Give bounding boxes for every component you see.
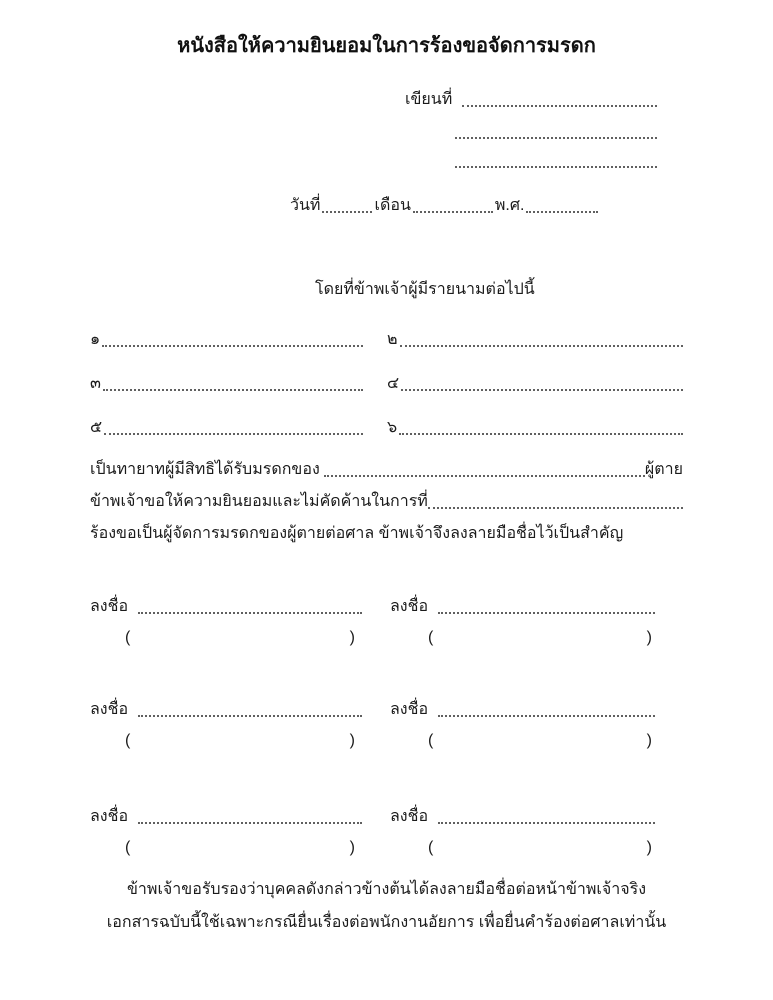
signature-field-6[interactable] bbox=[438, 807, 655, 824]
heir-entry-6 bbox=[387, 418, 683, 438]
printed-name-2 bbox=[428, 628, 652, 648]
sign-label: ลงชื่อ bbox=[390, 701, 429, 718]
heir-numeral-4: ๔ bbox=[387, 375, 400, 392]
paren-open: ( bbox=[428, 839, 434, 856]
sign-label: ลงชื่อ bbox=[90, 598, 129, 615]
heir-of-prefix: เป็นทายาทผู้มีสิทธิได้รับมรดกของ bbox=[90, 461, 320, 478]
request-line: ร้องขอเป็นผู้จัดการมรดกของผู้ตายต่อศาล ข้าพเจ้าจึงลงลายมือชื่อไว้เป็นสำคัญ bbox=[90, 525, 624, 542]
heir-name-field-2[interactable] bbox=[400, 330, 683, 347]
paren-close: ) bbox=[646, 732, 652, 749]
heir-numeral-6: ๖ bbox=[387, 419, 398, 436]
heir-entry-4 bbox=[387, 374, 683, 394]
signature-field-2[interactable] bbox=[438, 597, 655, 614]
deceased-suffix: ผู้ตาย bbox=[644, 461, 683, 478]
written-at-field-line-2[interactable] bbox=[455, 122, 657, 139]
heir-entry-3 bbox=[90, 374, 363, 394]
heir-name-field-1[interactable] bbox=[102, 330, 363, 347]
paren-close: ) bbox=[349, 839, 355, 856]
paren-open: ( bbox=[125, 732, 131, 749]
paren-open: ( bbox=[428, 629, 434, 646]
paren-open: ( bbox=[125, 839, 131, 856]
heir-numeral-5: ๕ bbox=[90, 419, 103, 436]
sign-label: ลงชื่อ bbox=[390, 808, 429, 825]
signature-slot-4 bbox=[390, 700, 655, 720]
heir-name-field-4[interactable] bbox=[401, 374, 683, 391]
usage-line: เอกสารฉบับนี้ใช้เฉพาะกรณียื่นเรื่องต่อพนักงานอัยการ เพื่อยื่นคำร้องต่อศาลเท่านั้น bbox=[106, 914, 667, 931]
day-label: วันที่ bbox=[290, 197, 321, 214]
sign-label: ลงชื่อ bbox=[90, 701, 129, 718]
signature-field-3[interactable] bbox=[138, 700, 362, 717]
written-at-field-line-1[interactable] bbox=[462, 90, 657, 107]
sign-label: ลงชื่อ bbox=[90, 808, 129, 825]
paren-open: ( bbox=[125, 629, 131, 646]
heir-of-line bbox=[90, 460, 683, 480]
printed-name-5 bbox=[125, 838, 355, 858]
heir-numeral-3: ๓ bbox=[90, 375, 101, 392]
heir-entry-1 bbox=[90, 330, 363, 350]
consent-line bbox=[90, 492, 683, 512]
printed-name-1 bbox=[125, 628, 355, 648]
written-at-label: เขียนที่ bbox=[405, 91, 453, 108]
sign-label: ลงชื่อ bbox=[390, 598, 429, 615]
administrator-name-field[interactable] bbox=[428, 492, 683, 509]
heir-entry-5 bbox=[90, 418, 363, 438]
month-label: เดือน bbox=[374, 197, 411, 214]
heir-name-field-5[interactable] bbox=[104, 418, 363, 435]
heir-name-field-6[interactable] bbox=[399, 418, 683, 435]
printed-name-6 bbox=[428, 838, 652, 858]
signature-slot-3 bbox=[90, 700, 362, 720]
signature-field-1[interactable] bbox=[138, 597, 362, 614]
heirs-list bbox=[90, 330, 683, 462]
intro-line: โดยที่ข้าพเจ้าผู้มีรายนามต่อไปนี้ bbox=[315, 281, 535, 298]
paren-close: ) bbox=[646, 629, 652, 646]
year-field[interactable] bbox=[526, 196, 598, 213]
deceased-name-field[interactable] bbox=[324, 460, 645, 477]
heir-row bbox=[90, 374, 683, 394]
paren-close: ) bbox=[349, 732, 355, 749]
signature-slot-1 bbox=[90, 597, 362, 617]
written-at-block bbox=[405, 90, 657, 171]
printed-name-4 bbox=[428, 731, 652, 751]
heir-name-field-3[interactable] bbox=[103, 374, 363, 391]
heir-entry-2 bbox=[387, 330, 683, 350]
document-title: หนังสือให้ความยินยอมในการร้องขอจัดการมรดก bbox=[177, 35, 596, 57]
certify-line: ข้าพเจ้าขอรับรองว่าบุคคลดังกล่าวข้างต้นได้ลงลายมือชื่อต่อหน้าข้าพเจ้าจริง bbox=[126, 881, 647, 898]
signature-slot-2 bbox=[390, 597, 655, 617]
heir-numeral-2: ๒ bbox=[387, 331, 398, 348]
paren-close: ) bbox=[646, 839, 652, 856]
paren-open: ( bbox=[428, 732, 434, 749]
heir-row bbox=[90, 330, 683, 350]
signature-group-2 bbox=[90, 700, 683, 756]
consent-prefix: ข้าพเจ้าขอให้ความยินยอมและไม่คัดค้านในการที่ bbox=[90, 493, 428, 510]
signature-slot-5 bbox=[90, 807, 362, 827]
year-label: พ.ศ. bbox=[494, 197, 525, 214]
signature-group-1 bbox=[90, 597, 683, 653]
signature-field-5[interactable] bbox=[138, 807, 362, 824]
month-field[interactable] bbox=[413, 196, 493, 213]
signature-slot-6 bbox=[390, 807, 655, 827]
signature-group-3 bbox=[90, 807, 683, 863]
signature-field-4[interactable] bbox=[438, 700, 655, 717]
heir-row bbox=[90, 418, 683, 438]
certification-block bbox=[0, 880, 773, 946]
consent-paragraph bbox=[90, 460, 683, 556]
day-field[interactable] bbox=[322, 196, 372, 213]
printed-name-3 bbox=[125, 731, 355, 751]
date-line bbox=[290, 196, 620, 216]
heir-numeral-1: ๑ bbox=[90, 331, 101, 348]
written-at-field-line-3[interactable] bbox=[455, 151, 657, 168]
paren-close: ) bbox=[349, 629, 355, 646]
